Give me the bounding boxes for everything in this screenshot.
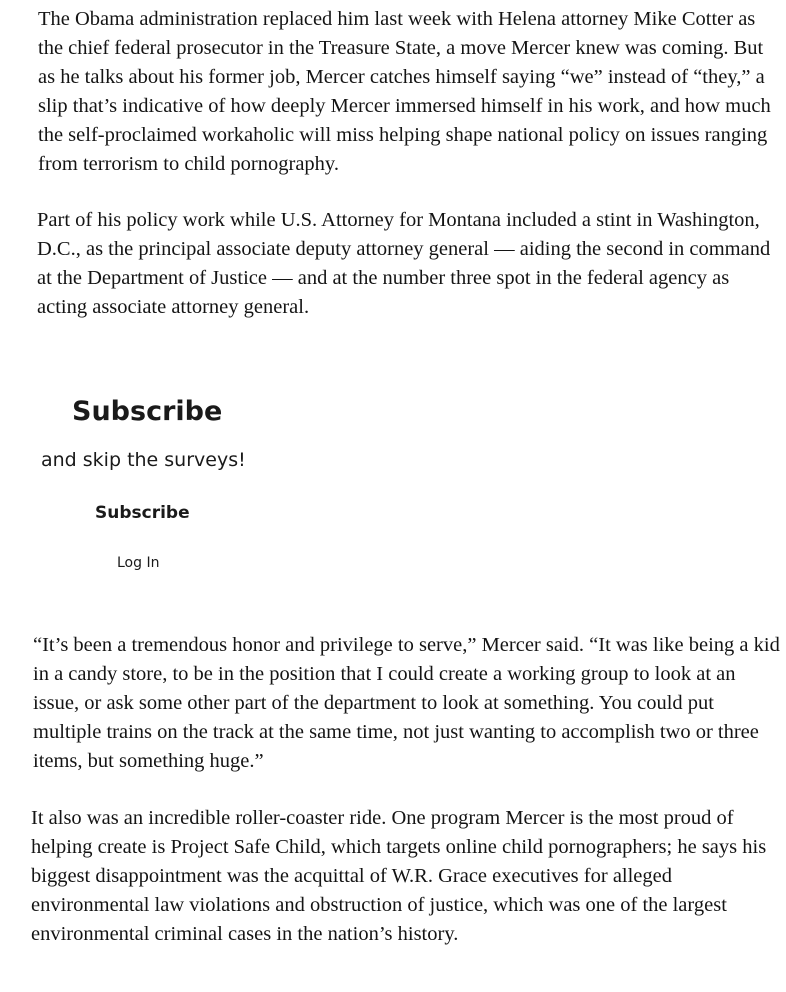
article-paragraph: It also was an incredible roller-coaster ride. One program Mercer is the most proud of helping create is Project Safe Child, which targets online child pornographers; he says his biggest disappointment was the acquittal of W.R. Grace executives for alleged environmental law violations and obstruction of justice, which was one of the largest environmental criminal cases in the nation’s history. <box>31 807 767 945</box>
article-paragraph: “It’s been a tremendous honor and privilege to serve,” Mercer said. “It was like being a kid in a candy store, to be in the position that I could create a working group to look at an issue, or ask some other part of the department to look at something. You could put multiple trains on the track at the same time, not just wanting to accomplish two or three items, but something huge.” <box>33 634 780 772</box>
article-paragraph: The Obama administration replaced him last week with Helena attorney Mike Cotter as the chief federal prosecutor in the Treasure State, a move Mercer knew was coming. But as he talks about his former job, Mercer catches himself saying “we” instead of “they,” a slip that’s indicative of how deeply Mercer immersed himself in his work, and how much the self-proclaimed workaholic will miss helping shape national policy on issues ranging from terrorism to child pornography. <box>38 8 771 175</box>
login-link[interactable]: Log In <box>117 555 160 571</box>
subscribe-tagline: and skip the surveys! <box>41 449 246 471</box>
subscribe-title: Subscribe <box>72 396 223 427</box>
subscribe-button[interactable]: Subscribe <box>95 503 190 523</box>
article-paragraph: Part of his policy work while U.S. Attorney for Montana included a stint in Washington, D.C., as the principal associate deputy attorney general — aiding the second in command at the Department of Justice — and at the number three spot in the federal agency as acting associate attorney general. <box>37 209 771 318</box>
